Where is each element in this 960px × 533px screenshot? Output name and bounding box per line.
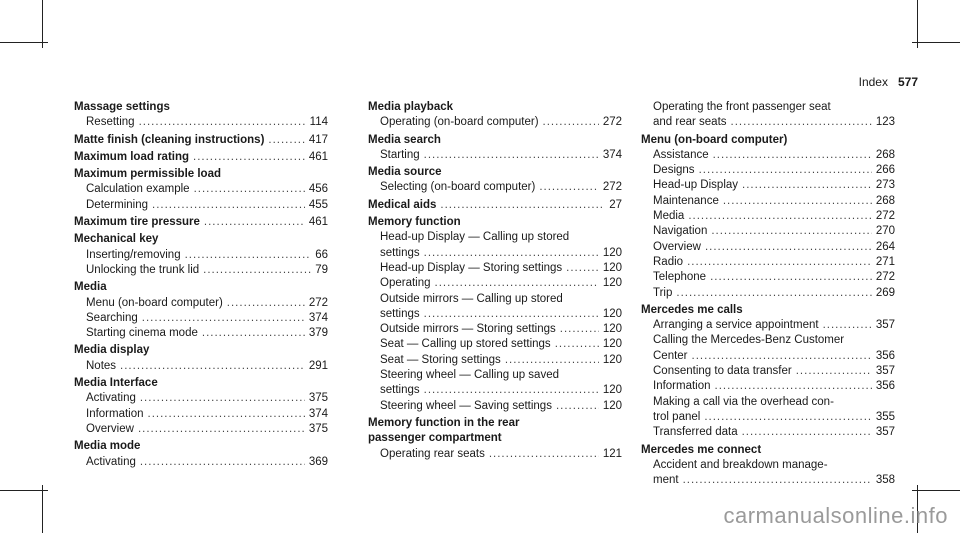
subentry-line (641, 458, 895, 473)
index-entry (368, 100, 622, 131)
index-heading (641, 133, 895, 148)
leader-dots (723, 194, 872, 209)
leader-dots (715, 379, 872, 394)
subentry-text: Searching (86, 311, 138, 324)
index-subentry (368, 115, 622, 130)
index-subentry (641, 410, 895, 425)
page-ref[interactable]: 268 (875, 148, 895, 161)
subentry-text: settings (380, 246, 420, 259)
index-term: Maximum permissible load (74, 168, 221, 181)
index-entry (74, 343, 328, 374)
page-ref[interactable]: 356 (875, 349, 895, 362)
leader-dots (505, 353, 599, 368)
index-heading (368, 165, 622, 180)
page-ref[interactable]: 272 (875, 210, 895, 223)
subentry-text: Head-up Display — Storing settings (380, 261, 563, 274)
subentry-text: Selecting (on-board computer) (380, 181, 536, 194)
subentry-text: Accident and breakdown manage- (653, 458, 828, 471)
subentry-text: Operating rear seats (380, 447, 485, 460)
subentry-text: Navigation (653, 225, 708, 238)
page-ref[interactable]: 374 (308, 311, 328, 324)
leader-dots (699, 163, 872, 178)
index-entry (74, 376, 328, 437)
index-entry (641, 303, 895, 441)
index-subentry (641, 240, 895, 255)
subentry-text: settings (380, 384, 420, 397)
index-subentry (641, 224, 895, 239)
leader-dots (140, 391, 305, 406)
index-term: Media search (368, 133, 441, 146)
page-ref[interactable]: 272 (308, 296, 328, 309)
index-subentry (368, 353, 622, 368)
index-subentry (74, 407, 328, 422)
index-subentry (368, 383, 622, 398)
subentry-line (368, 292, 622, 307)
index-entry (74, 215, 328, 230)
index-term: Maximum tire pressure (74, 216, 200, 229)
page-ref[interactable]: 264 (875, 240, 895, 253)
index-subentry (641, 379, 895, 394)
leader-dots (692, 349, 872, 364)
page-ref[interactable]: 357 (875, 319, 895, 332)
index-term: Maximum load rating (74, 150, 190, 163)
subentry-text: Unlocking the trunk lid (86, 263, 200, 276)
index-subentry (641, 178, 895, 193)
leader-dots (704, 410, 872, 425)
leader-dots (676, 286, 871, 301)
index-term: Massage settings (74, 101, 170, 113)
leader-dots (202, 326, 305, 341)
leader-dots (683, 473, 872, 488)
index-heading (74, 133, 328, 148)
page-ref[interactable]: 356 (875, 380, 895, 393)
index-term: Media source (368, 166, 442, 179)
index-heading (641, 443, 895, 458)
subentry-text: Seat — Storing settings (380, 353, 501, 366)
crop-mark (0, 42, 48, 43)
index-term: Media (74, 281, 107, 294)
subentry-text: Menu (on-board computer) (86, 296, 223, 309)
index-subentry (641, 115, 895, 130)
index-subentry (74, 422, 328, 437)
index-subentry (641, 318, 895, 333)
index-entry (368, 416, 622, 462)
page-ref[interactable]: 79 (315, 263, 328, 276)
leader-dots (142, 311, 305, 326)
index-subentry (74, 311, 328, 326)
index-entry (74, 167, 328, 213)
index-entry (74, 100, 328, 131)
index-heading (368, 215, 622, 230)
subentry-text: Arranging a service appointment (653, 319, 819, 332)
index-subentry (74, 248, 328, 263)
subentry-text: Seat — Calling up stored settings (380, 338, 551, 351)
page-ref[interactable]: 291 (308, 359, 328, 372)
subentry-text: Operating the front passenger seat (653, 101, 831, 113)
leader-dots (687, 255, 872, 270)
index-subentry (74, 115, 328, 130)
subentry-text: and rear seats (653, 116, 727, 129)
subentry-text: Operating (on-board computer) (380, 116, 539, 129)
index-entry (74, 133, 328, 148)
crop-mark (42, 485, 43, 533)
subentry-text: Telephone (653, 271, 707, 284)
index-subentry (368, 307, 622, 322)
index-entry (368, 133, 622, 164)
subentry-text: Head-up Display — Calling up stored (380, 231, 570, 244)
page-ref[interactable]: 266 (875, 164, 895, 177)
leader-dots (560, 322, 599, 337)
index-subentry (368, 399, 622, 414)
leader-dots (796, 364, 872, 379)
page-ref[interactable]: 358 (875, 474, 895, 487)
leader-dots (138, 422, 305, 437)
index-entry (74, 150, 328, 165)
subentry-text: Maintenance (653, 194, 719, 207)
index-entry (368, 198, 622, 213)
index-term: Media playback (368, 101, 454, 113)
page-ref[interactable]: 123 (875, 116, 895, 129)
subentry-text: Head-up Display (653, 179, 739, 192)
watermark: carmanualsonline.info (723, 503, 948, 528)
page-ref[interactable]: 120 (602, 384, 622, 397)
index-heading (368, 198, 622, 213)
index-heading (74, 439, 328, 454)
index-term: Memory function (368, 216, 461, 229)
index-column-3 (641, 100, 895, 490)
subentry-text: Outside mirrors — Storing settings (380, 323, 556, 336)
leader-dots (543, 115, 599, 130)
leader-dots (424, 307, 599, 322)
index-entry (74, 439, 328, 470)
index-subentry (74, 263, 328, 278)
index-subentry (74, 198, 328, 213)
page-ref[interactable]: 374 (308, 407, 328, 420)
page-ref[interactable]: 120 (602, 323, 622, 336)
index-term: Mechanical key (74, 233, 159, 246)
subentry-line (641, 100, 895, 115)
page-ref[interactable]: 357 (875, 426, 895, 439)
page-ref[interactable]: 269 (875, 286, 895, 299)
leader-dots (140, 455, 305, 470)
index-subentry (368, 180, 622, 195)
leader-dots (268, 133, 304, 148)
page-ref[interactable]: 120 (602, 277, 622, 290)
index-term: Media mode (74, 440, 141, 453)
subentry-text: Consenting to data transfer (653, 365, 792, 378)
leader-dots (148, 407, 305, 422)
index-entry (641, 133, 895, 301)
leader-dots (742, 178, 872, 193)
crop-mark (917, 0, 918, 48)
leader-dots (556, 399, 599, 414)
index-subentry (74, 296, 328, 311)
page-ref[interactable]: 455 (308, 198, 328, 211)
index-subentry (641, 209, 895, 224)
page-ref[interactable]: 120 (602, 307, 622, 320)
page-ref[interactable]: 272 (602, 181, 622, 194)
subentry-text: Making a call via the overhead con- (653, 395, 834, 408)
leader-dots (203, 263, 311, 278)
page-header (859, 75, 918, 89)
page-ref[interactable]: 66 (315, 248, 328, 261)
subentry-line (641, 395, 895, 410)
page-number: 577 (897, 75, 918, 89)
leader-dots (424, 148, 599, 163)
leader-dots (731, 115, 872, 130)
index-term: Memory function in the rear (368, 416, 520, 429)
index-subentry (641, 364, 895, 379)
index-column-2 (368, 100, 622, 464)
index-heading (368, 100, 622, 115)
index-subentry (74, 455, 328, 470)
index-heading (368, 416, 622, 431)
subentry-line (641, 333, 895, 348)
page-ref[interactable]: 272 (602, 116, 622, 129)
leader-dots (194, 182, 305, 197)
subentry-text: Overview (86, 422, 134, 435)
page-ref[interactable]: 461 (308, 216, 328, 229)
page-ref[interactable]: 27 (609, 198, 622, 211)
subentry-text: Steering wheel — Calling up saved (380, 369, 559, 382)
subentry-line (368, 368, 622, 383)
leader-dots (711, 224, 871, 239)
index-heading (74, 232, 328, 247)
page-ref[interactable]: 272 (875, 271, 895, 284)
subentry-text: Calculation example (86, 183, 190, 196)
page-ref[interactable]: 114 (309, 116, 328, 129)
index-term: Medical aids (368, 198, 437, 211)
index-term: Mercedes me connect (641, 443, 762, 456)
leader-dots (566, 261, 599, 276)
index-subentry (641, 473, 895, 488)
index-heading (368, 133, 622, 148)
index-subentry (368, 261, 622, 276)
index-heading (74, 215, 328, 230)
subentry-text: Determining (86, 198, 148, 211)
leader-dots (152, 198, 305, 213)
page-ref[interactable]: 456 (308, 183, 328, 196)
index-heading (74, 280, 328, 295)
subentry-text: Notes (86, 359, 117, 372)
subentry-text: Information (653, 380, 711, 393)
leader-dots (424, 383, 599, 398)
subentry-text: ment (653, 474, 679, 487)
leader-dots (193, 150, 305, 165)
subentry-text: Starting (380, 148, 420, 161)
index-term: passenger compartment (368, 432, 502, 445)
leader-dots (539, 180, 598, 195)
subentry-text: Media (653, 210, 685, 223)
page-ref[interactable]: 461 (308, 150, 328, 163)
page-ref[interactable]: 120 (602, 399, 622, 412)
index-subentry (74, 391, 328, 406)
subentry-text: Assistance (653, 148, 709, 161)
index-heading (74, 150, 328, 165)
subentry-text: settings (380, 307, 420, 320)
page-ref[interactable]: 268 (875, 194, 895, 207)
page-ref[interactable]: 357 (875, 365, 895, 378)
subentry-text: Calling the Mercedes-Benz Customer (653, 334, 845, 347)
crop-mark (912, 42, 960, 43)
index-entry (641, 443, 895, 489)
leader-dots (742, 425, 872, 440)
index-heading (74, 167, 328, 182)
index-subentry (641, 148, 895, 163)
crop-mark (42, 0, 43, 48)
leader-dots (435, 276, 599, 291)
leader-dots (555, 337, 599, 352)
subentry-text: Operating (380, 277, 431, 290)
page-ref[interactable]: 120 (602, 246, 622, 259)
leader-dots (120, 359, 305, 374)
index-subentry (641, 270, 895, 285)
page-ref[interactable]: 120 (602, 261, 622, 274)
leader-dots (440, 198, 605, 213)
page-ref[interactable]: 355 (875, 410, 895, 423)
page-ref[interactable]: 417 (308, 133, 328, 146)
index-subentry (368, 337, 622, 352)
subentry-text: Designs (653, 164, 695, 177)
leader-dots (688, 209, 871, 224)
page-ref[interactable]: 120 (602, 353, 622, 366)
index-column-1 (74, 100, 328, 472)
subentry-text: Outside mirrors — Calling up stored (380, 292, 563, 305)
index-subentry (641, 286, 895, 301)
leader-dots (705, 240, 872, 255)
subentry-text: Steering wheel — Saving settings (380, 399, 552, 412)
index-entry (74, 280, 328, 341)
leader-dots (823, 318, 872, 333)
page-ref[interactable]: 379 (308, 327, 328, 340)
subentry-text: Trip (653, 286, 673, 299)
index-entry (368, 165, 622, 196)
subentry-text: Activating (86, 392, 136, 405)
subentry-text: Information (86, 407, 144, 420)
leader-dots (710, 270, 872, 285)
leader-dots (713, 148, 872, 163)
subentry-text: Transferred data (653, 426, 738, 439)
index-heading (74, 100, 328, 115)
subentry-text: Starting cinema mode (86, 327, 198, 340)
index-subentry (641, 163, 895, 178)
index-subentry (74, 359, 328, 374)
index-entry (641, 100, 895, 131)
index-entry (368, 215, 622, 414)
index-term: Mercedes me calls (641, 303, 743, 316)
index-term: Media display (74, 344, 150, 357)
leader-dots (185, 248, 312, 263)
index-subentry (641, 194, 895, 209)
crop-mark (0, 490, 48, 491)
page-ref[interactable]: 369 (308, 455, 328, 468)
index-subentry (641, 255, 895, 270)
index-subentry (74, 182, 328, 197)
page-ref[interactable]: 270 (875, 225, 895, 238)
index-heading (74, 343, 328, 358)
leader-dots (489, 447, 599, 462)
index-term: Media Interface (74, 377, 158, 390)
subentry-text: Activating (86, 455, 136, 468)
index-subentry (368, 246, 622, 261)
page-ref[interactable]: 120 (602, 338, 622, 351)
subentry-text: Inserting/removing (86, 248, 181, 261)
leader-dots (139, 115, 306, 130)
subentry-text: Overview (653, 240, 701, 253)
subentry-line (368, 230, 622, 245)
index-subentry (368, 276, 622, 291)
page-ref[interactable]: 271 (875, 255, 895, 268)
index-heading (74, 376, 328, 391)
leader-dots (227, 296, 305, 311)
index-subentry (641, 349, 895, 364)
section-title: Index (858, 75, 888, 89)
index-heading (368, 431, 622, 446)
subentry-text: Resetting (86, 116, 135, 129)
crop-mark (912, 490, 960, 491)
index-term: Matte finish (cleaning instructions) (74, 133, 265, 146)
page-ref[interactable]: 374 (602, 148, 622, 161)
page-ref[interactable]: 375 (308, 392, 328, 405)
subentry-text: trol panel (653, 410, 701, 423)
index-entry (74, 232, 328, 278)
page-ref[interactable]: 121 (602, 447, 622, 460)
index-subentry (74, 326, 328, 341)
page-ref[interactable]: 375 (308, 422, 328, 435)
leader-dots (204, 215, 305, 230)
page-ref[interactable]: 273 (875, 179, 895, 192)
index-subentry (368, 447, 622, 462)
index-term: Menu (on-board computer) (641, 133, 788, 146)
index-subentry (368, 322, 622, 337)
index-subentry (368, 148, 622, 163)
leader-dots (424, 246, 599, 261)
index-heading (641, 303, 895, 318)
index-subentry (641, 425, 895, 440)
subentry-text: Center (653, 349, 688, 362)
subentry-text: Radio (653, 255, 684, 268)
